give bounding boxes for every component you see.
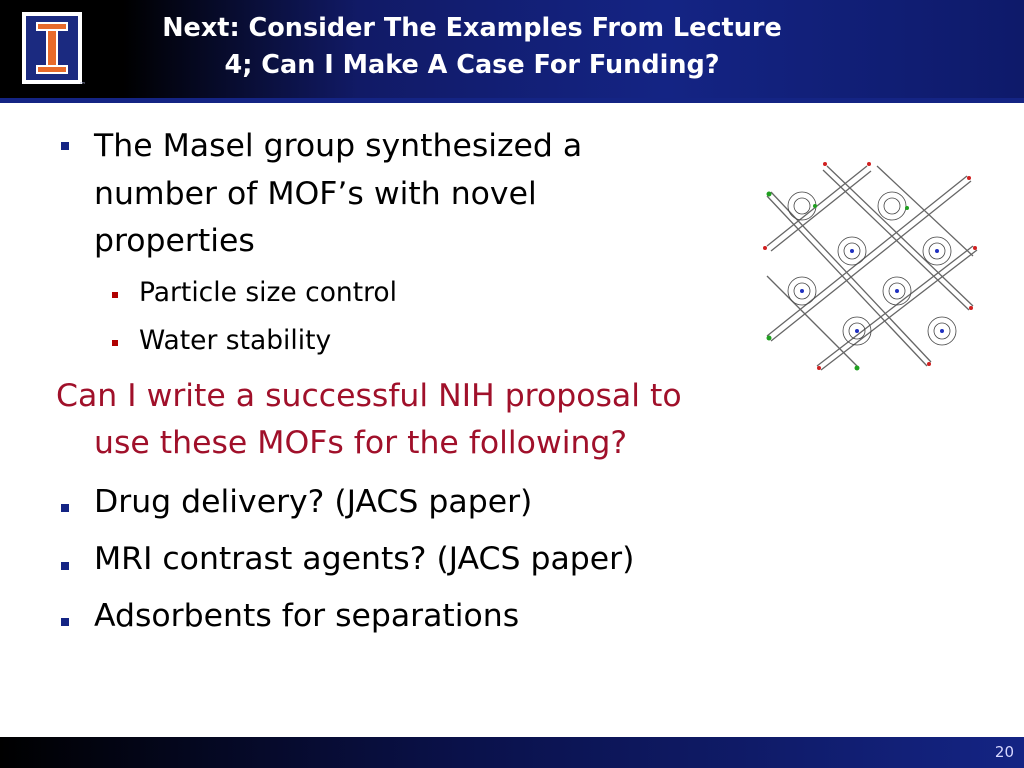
bullet-marker (61, 562, 69, 570)
page-number: 20 (994, 743, 1014, 761)
bullet-1-line-2: number of MOF’s with novel (94, 176, 537, 212)
logo-trademark: ™ (79, 81, 86, 89)
question-line-1: Can I write a successful NIH proposal to (56, 378, 682, 414)
title-line-1: Next: Consider The Examples From Lecture (162, 13, 782, 43)
bullet-marker (61, 618, 69, 626)
bullet-marker (61, 504, 69, 512)
university-logo (22, 12, 82, 84)
title-line-2: 4; Can I Make A Case For Funding? (224, 50, 720, 80)
block-i-icon (22, 12, 82, 84)
header-divider (0, 98, 1024, 103)
sub-bullet-2: Water stability (139, 325, 332, 356)
mof-structure-image (757, 156, 983, 372)
question-line-2: use these MOFs for the following? (94, 425, 628, 461)
slide-footer (0, 737, 1024, 768)
bullet-4: Adsorbents for separations (94, 598, 520, 634)
sub-bullet-marker (112, 340, 118, 346)
sub-bullet-marker (112, 292, 118, 298)
slide-header (0, 0, 1024, 98)
sub-bullet-1: Particle size control (139, 277, 397, 308)
bullet-marker (61, 142, 69, 150)
bullet-1-line-1: The Masel group synthesized a (94, 128, 583, 164)
bullet-1-line-3: properties (94, 223, 255, 259)
slide-title (96, 10, 848, 84)
bullet-2: Drug delivery? (JACS paper) (94, 484, 533, 520)
bullet-3: MRI contrast agents? (JACS paper) (94, 541, 635, 577)
